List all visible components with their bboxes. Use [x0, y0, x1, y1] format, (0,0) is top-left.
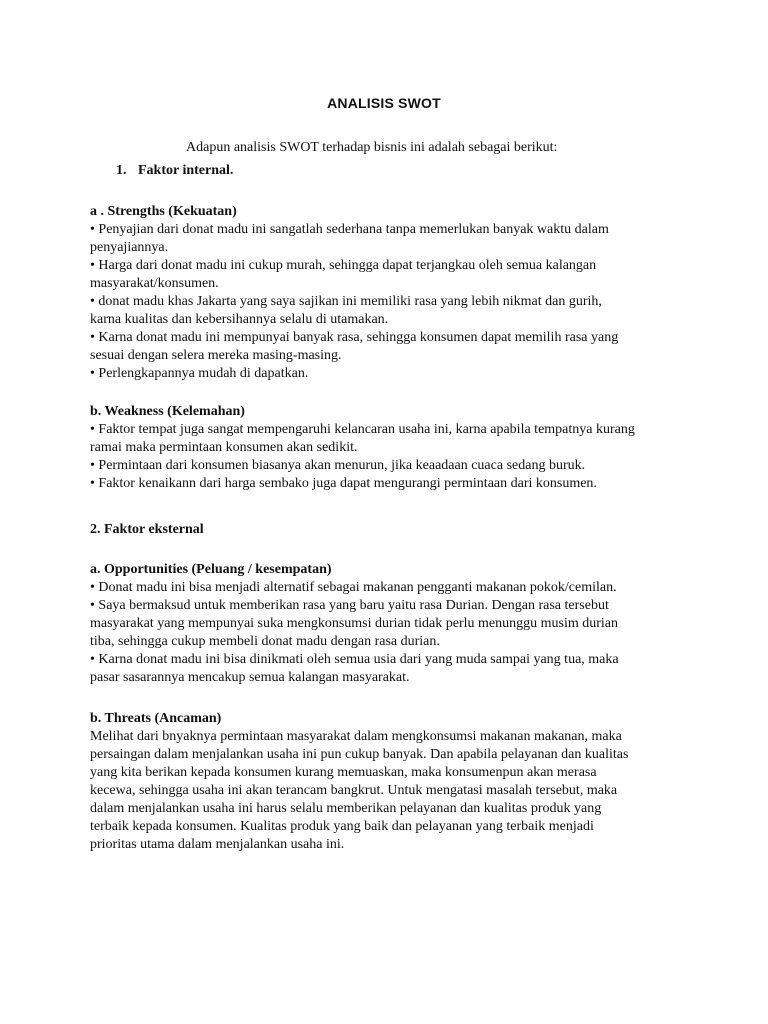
paragraph-line: • Perlengkapannya mudah di dapatkan. [90, 366, 309, 381]
list-number: 1. [116, 163, 127, 178]
paragraph-line: • Permintaan dari konsumen biasanya akan menurun, jika keaadaan cuaca sedang buruk. [90, 458, 586, 473]
paragraph-line: pasar sasarannya mencakup semua kalangan masyarakat. [90, 670, 410, 685]
paragraph-line: • Faktor kenaikann dari harga sembako juga dapat mengurangi permintaan dari konsumen. [90, 476, 597, 491]
paragraph-line: masyarakat/konsumen. [90, 276, 219, 291]
strengths-section [90, 203, 690, 383]
opportunities-section [90, 561, 690, 687]
paragraph-line: sesuai dengan selera mereka masing-masing. [90, 348, 342, 363]
paragraph-line: persaingan dalam menjalankan usaha ini pun cukup banyak. Dan apabila pelayanan dan kualitas [90, 747, 629, 762]
paragraph-line: • Faktor tempat juga sangat mempengaruhi kelancaran usaha ini, karna apabila tempatnya kurang [90, 422, 635, 437]
external-factor-section [90, 521, 690, 539]
section-heading: a. Opportunities (Peluang / kesempatan) [90, 562, 332, 577]
paragraph-line: • donat madu khas Jakarta yang saya sajikan ini memiliki rasa yang lebih nikmat dan gurih, [90, 294, 602, 309]
paragraph-line: penyajiannya. [90, 240, 169, 255]
paragraph-line: karna kualitas dan kebersihannya selalu di utamakan. [90, 312, 389, 327]
paragraph-line: masyarakat yang mempunyai suka mengkonsumsi durian tidak perlu menunggu musim durian [90, 616, 619, 631]
internal-factor-heading [116, 162, 233, 180]
section-heading: b. Weakness (Kelemahan) [90, 404, 245, 419]
paragraph-line: prioritas utama dalam menjalankan usaha ini. [90, 837, 345, 852]
paragraph-line: yang kita berikan kepada konsumen kurang memuaskan, maka konsumenpun akan merasa [90, 765, 597, 780]
paragraph-line: • Harga dari donat madu ini cukup murah, sehingga dapat terjangkau oleh semua kalangan [90, 258, 597, 273]
intro-text: Adapun analisis SWOT terhadap bisnis ini adalah sebagai berikut: [186, 140, 558, 155]
threats-section [90, 710, 690, 854]
document-title: ANALISIS SWOT [327, 95, 441, 111]
paragraph-line: kecewa, sehingga usaha ini akan terancam bangkrut. Untuk mengatasi masalah tersebut, maka [90, 783, 618, 798]
paragraph-line: dalam menjalankan usaha ini harus selalu memberikan pelayanan dan kualitas produk yang [90, 801, 602, 816]
paragraph-line: • Karna donat madu ini bisa dinikmati oleh semua usia dari yang muda sampai yang tua, maka [90, 652, 619, 667]
section-heading: 2. Faktor eksternal [90, 522, 204, 537]
paragraph-line: tiba, sehingga cukup membeli donat madu dengan rasa durian. [90, 634, 440, 649]
paragraph-line: • Penyajian dari donat madu ini sangatlah sederhana tanpa memerlukan banyak waktu dalam [90, 222, 609, 237]
list-text: Faktor internal. [138, 163, 234, 178]
paragraph-line: • Karna donat madu ini mempunyai banyak rasa, sehingga konsumen dapat memilih rasa yang [90, 330, 619, 345]
paragraph-line: ramai maka permintaan konsumen akan sedikit. [90, 440, 358, 455]
paragraph-line: • Saya bermaksud untuk memberikan rasa yang baru yaitu rasa Durian. Dengan rasa tersebut [90, 598, 609, 613]
weakness-section [90, 403, 690, 493]
section-heading: b. Threats (Ancaman) [90, 711, 222, 726]
paragraph-line: terbaik kepada konsumen. Kualitas produk yang baik dan pelayanan yang terbaik menjadi [90, 819, 594, 834]
section-heading: a . Strengths (Kekuatan) [90, 204, 237, 219]
paragraph-line: Melihat dari bnyaknya permintaan masyarakat dalam mengkonsumsi makanan makanan, maka [90, 729, 622, 744]
paragraph-line: • Donat madu ini bisa menjadi alternatif sebagai makanan pengganti makanan pokok/cemilan. [90, 580, 617, 595]
